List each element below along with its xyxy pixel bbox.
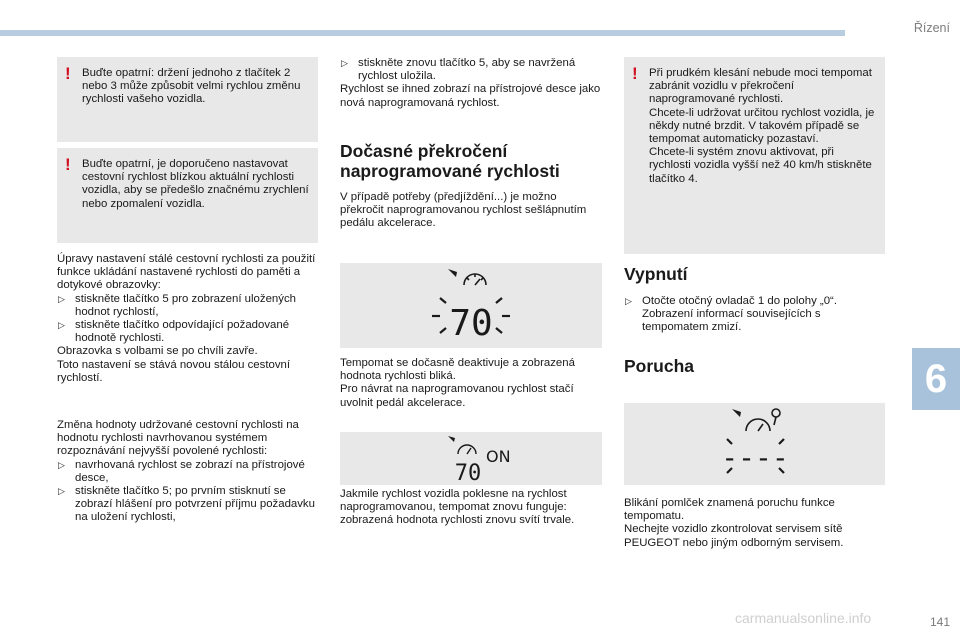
paragraph: V případě potřeby (předjíždění...) je možno překročit naprogramovanou rychlost sešlápnutím pedálu akcelerace. <box>340 191 587 230</box>
list-item <box>57 485 319 525</box>
list-item <box>57 319 319 345</box>
warning-box <box>57 57 318 142</box>
paragraph: Úpravy nastavení stálé cestovní rychlosti za použití funkce ukládání nastavené rychlosti do paměti a dotykové obrazovky: <box>57 253 316 292</box>
paragraph: Obrazovka s volbami se po chvíli zavře. <box>57 345 258 358</box>
speedometer-icon <box>340 263 602 348</box>
text-block <box>340 191 602 231</box>
bullet-arrow-icon: ▷ <box>341 58 348 68</box>
paragraph: Blikání pomlček znamená poruchu funkce tempomatu. <box>624 497 835 523</box>
warning-text: Buďte opatrní: držení jednoho z tlačítek 2 nebo 3 může způsobit velmi rychlou změnu rychlosti vašeho vozidla. <box>82 67 301 106</box>
speed-digits: 70 <box>449 303 493 344</box>
list-item <box>57 459 319 485</box>
bullet-arrow-icon: ▷ <box>58 459 65 470</box>
list-item-text: stiskněte tlačítko odpovídající požadované hodnotě rychlosti. <box>75 319 290 345</box>
paragraph: Tempomat se dočasně deaktivuje a zobrazená hodnota rychlosti bliká. <box>340 357 575 383</box>
warning-text: Při prudkém klesání nebude moci tempomat zabránit vozidlu v překročení naprogramované rychlosti. <box>649 67 872 106</box>
wrench-icon <box>772 409 780 417</box>
list-item-text: stiskněte znovu tlačítko 5, aby se navržená rychlost uložila. <box>358 57 576 83</box>
paragraph: Toto nastavení se stává novou stálou cestovní rychlostí. <box>57 358 291 384</box>
warning-exclamation-icon: ! <box>632 64 638 83</box>
bullet-arrow-icon: ▷ <box>625 296 632 306</box>
speed-digits: 70 <box>454 461 482 485</box>
warning-text: Buďte opatrní, je doporučeno nastavovat cestovní rychlost blízkou aktuální rychlosti vozidla, aby se předešlo značnému zrychlení nebo zpomalení vozidla. <box>82 158 309 210</box>
warning-box <box>624 57 885 254</box>
warning-text-group <box>649 67 877 186</box>
warning-box <box>57 148 318 243</box>
warning-exclamation-icon: ! <box>65 155 71 174</box>
dash-digits: ---- <box>721 441 789 474</box>
text-block <box>57 419 319 525</box>
speedometer-icon <box>624 403 885 485</box>
text-block <box>624 295 886 335</box>
warning-text: Chcete-li systém znovu aktivovat, při rychlosti vozidla vyšší než 40 km/h stiskněte tlačítko 4. <box>649 146 872 185</box>
list-item <box>340 57 602 83</box>
section-heading: Vypnutí <box>624 264 688 284</box>
fault-display-illustration <box>624 403 885 485</box>
chapter-tab: 6 <box>912 348 960 410</box>
warning-text: Chcete-li udržovat určitou rychlost vozidla, je někdy nutné brzdit. V takovém případě se tempomat automaticky pozastaví. <box>649 106 875 146</box>
list-item-text: Otočte otočný ovladač 1 do polohy „0“. Zobrazení informací souvisejících s tempomatem zmizí. <box>642 295 838 334</box>
paragraph: Pro návrat na naprogramovanou rychlost stačí uvolnit pedál akcelerace. <box>340 383 574 409</box>
list-item-text: navrhovaná rychlost se zobrazí na přístrojové desce, <box>75 458 305 484</box>
list-item <box>57 293 319 319</box>
page-number: 141 <box>929 615 950 629</box>
on-label: ON <box>486 447 511 466</box>
section-title: Řízení <box>913 21 950 35</box>
paragraph: Nechejte vozidlo zkontrolovat servisem sítě PEUGEOT nebo jiným odborným servisem. <box>624 523 844 549</box>
watermark: carmanualsonline.info <box>735 610 872 626</box>
text-block <box>624 497 886 550</box>
text-block <box>340 357 602 410</box>
header-accent-bar <box>0 30 845 36</box>
paragraph: Jakmile rychlost vozidla poklesne na rychlost naprogramovanou, tempomat znovu funguje: zobrazená hodnota rychlosti znovu svítí trvale. <box>340 488 575 527</box>
section-heading: Porucha <box>624 356 695 376</box>
warning-exclamation-icon: ! <box>65 64 71 83</box>
text-block <box>57 253 319 385</box>
bullet-arrow-icon: ▷ <box>58 486 65 497</box>
paragraph: Rychlost se ihned zobrazí na přístrojové desce jako nová naprogramovaná rychlost. <box>340 83 601 109</box>
arrow-mark <box>448 269 457 277</box>
bullet-arrow-icon: ▷ <box>58 293 65 304</box>
cruise-display-illustration <box>340 432 602 485</box>
list-item <box>624 295 886 335</box>
cruise-display-illustration <box>340 263 602 348</box>
paragraph: Změna hodnoty udržované cestovní rychlosti na hodnotu rychlosti navrhovanou systémem rozpoznávání nejvyšší povolené rychlosti: <box>57 419 299 458</box>
list-item-text: stiskněte tlačítko 5 pro zobrazení uložených hodnot rychlostí, <box>75 292 296 318</box>
text-block <box>340 57 602 110</box>
speedometer-icon <box>340 432 602 485</box>
section-heading: Dočasné překročení naprogramované rychlosti <box>340 141 560 181</box>
text-block <box>340 488 602 528</box>
bullet-arrow-icon: ▷ <box>58 320 65 331</box>
list-item-text: stiskněte tlačítko 5; po prvním stisknutí se zobrazí hlášení pro potvrzení příjmu požadavku na uložení rychlosti, <box>75 485 315 524</box>
